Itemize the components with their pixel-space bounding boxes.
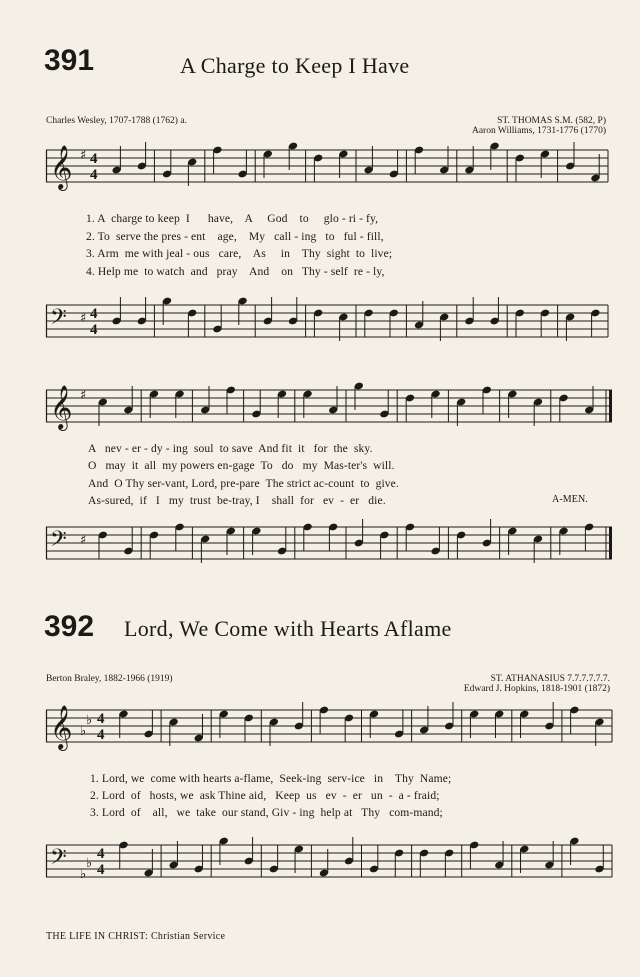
bass-staff xyxy=(46,305,608,345)
sharp-icon: ♯ xyxy=(80,533,87,548)
lyric-line-verse-4: As-sured, if I my trust be-tray, I shall for ev - er die. xyxy=(88,494,386,507)
lyric-line-verse-2: O may it all my powers en-gage To do my Mas-ter's will. xyxy=(88,459,395,472)
treble-clef-icon: 𝄞 xyxy=(50,385,73,429)
sharp-icon: ♯ xyxy=(80,388,87,403)
hymn-number: 391 xyxy=(44,44,95,77)
bass-clef-icon: 𝄢 xyxy=(50,845,67,875)
treble-staff xyxy=(46,145,608,190)
flat-icon: ♭ xyxy=(86,713,93,728)
time-signature-digit: 4 xyxy=(97,711,105,727)
time-signature-digit: 4 xyxy=(90,322,98,338)
bass-clef-icon: 𝄢 xyxy=(50,527,67,557)
treble-clef-icon: 𝄞 xyxy=(50,705,73,749)
hymn-title: Lord, We Come with Hearts Aflame xyxy=(124,616,452,641)
music-credit: Edward J. Hopkins, 1818-1901 (1872) xyxy=(463,684,610,694)
bass-staff xyxy=(46,527,612,567)
bass-clef-icon: 𝄢 xyxy=(50,305,67,335)
lyric-line-verse-4: 4. Help me to watch and pray And on Thy - self re - ly, xyxy=(86,265,385,278)
time-signature-digit: 4 xyxy=(90,306,98,322)
lyric-line-verse-2: 2. To serve the pres - ent age, My call - ing to ful - fill, xyxy=(86,230,384,243)
words-credit: Charles Wesley, 1707-1788 (1762) a. xyxy=(46,116,187,126)
flat-icon: ♭ xyxy=(80,724,87,739)
treble-clef-icon: 𝄞 xyxy=(50,145,73,189)
time-signature-digit: 4 xyxy=(97,862,105,878)
sharp-icon: ♯ xyxy=(80,148,87,163)
music-credit: Aaron Williams, 1731-1776 (1770) xyxy=(471,126,606,136)
tune-credit: ST. ATHANASIUS 7.7.7.7.7.7. xyxy=(490,674,610,684)
treble-staff xyxy=(46,385,612,430)
lyric-line-verse-1: A nev - er - dy - ing soul to save And fit it for the sky. xyxy=(88,442,373,455)
flat-icon: ♭ xyxy=(86,856,93,871)
amen-label: A-MEN. xyxy=(552,494,588,505)
hymn-title: A Charge to Keep I Have xyxy=(180,53,410,78)
words-credit: Berton Braley, 1882-1966 (1919) xyxy=(46,674,173,684)
lyric-line-verse-2: 2. Lord of hosts, we ask Thine aid, Keep us ev - er un - a - fraid; xyxy=(90,789,440,802)
bass-staff xyxy=(46,845,612,885)
lyric-line-verse-1: 1. Lord, we come with hearts a-flame, Seek-ing serv-ice in Thy Name; xyxy=(90,772,452,785)
time-signature-digit: 4 xyxy=(90,167,98,183)
section-footer: THE LIFE IN CHRIST: Christian Service xyxy=(46,931,226,942)
treble-staff xyxy=(46,705,612,750)
time-signature-digit: 4 xyxy=(97,846,105,862)
time-signature-digit: 4 xyxy=(97,727,105,743)
lyric-line-verse-3: 3. Lord of all, we take our stand, Giv - ing help at Thy com-mand; xyxy=(90,806,443,819)
hymn-number: 392 xyxy=(44,610,95,643)
time-signature-digit: 4 xyxy=(90,151,98,167)
lyric-line-verse-3: And O Thy ser-vant, Lord, pre-pare The strict ac-count to give. xyxy=(88,477,399,490)
tune-credit: ST. THOMAS S.M. (582, P) xyxy=(497,116,606,126)
sharp-icon: ♯ xyxy=(80,311,87,326)
lyric-line-verse-3: 3. Arm me with jeal - ous care, As in Thy sight to live; xyxy=(86,247,393,260)
final-barline xyxy=(609,390,612,422)
flat-icon: ♭ xyxy=(80,867,87,882)
final-barline xyxy=(609,527,612,559)
lyric-line-verse-1: 1. A charge to keep I have, A God to glo - ri - fy, xyxy=(86,212,379,225)
